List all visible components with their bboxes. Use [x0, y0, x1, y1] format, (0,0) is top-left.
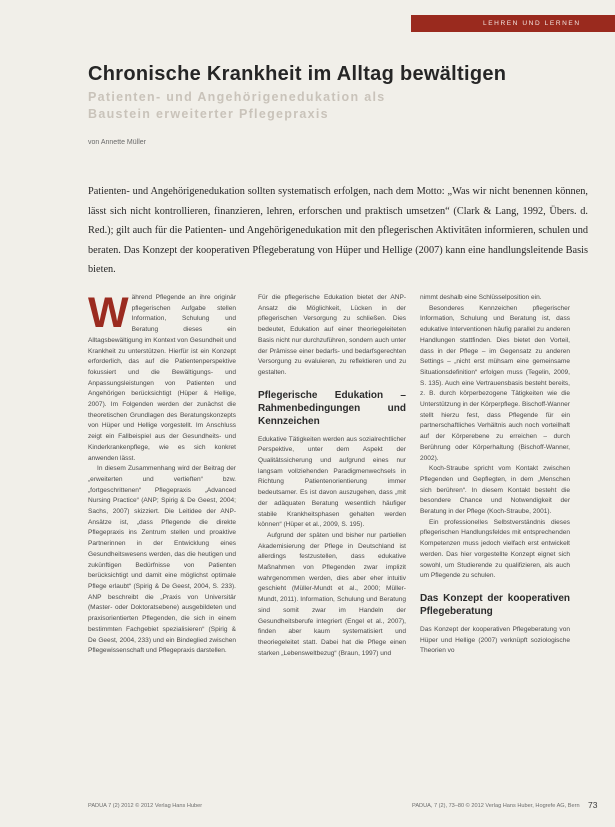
lead-paragraph: Patienten- und Angehörigenedukation sollten systematisch erfolgen, nach dem Motto: „Was wir nicht benennen können, lässt sich nicht kontrollieren, finanzieren, lehren, erforschen und praktisch umsetzen“ (Clark & Lang, 1992, Übers. d. Red.); gilt auch für die Patienten- und Angehörigenedukation mit den pflegerischen Aktivitäten informieren, schulen und beraten. Das Konzept der kooperativen Pflegeberatung von Hüper und Hellige (2007) kann eine handlungsleitende Basis bieten. [88, 186, 588, 276]
body-paragraph: Für die pflegerische Edukation bietet der ANP-Ansatz die Möglichkeit, Lücken in der pflegerischen Versorgung zu schließen. Dies bedeutet, Edukation auf einer theoriegeleiteten Basis nicht nur durchzuführen, sondern auch unter der Prämisse einer bedarfs- und bedarfsgerechten Versorgung zu evaluieren, zu reflektieren und zu gestalten. [258, 294, 406, 376]
body-paragraph: Edukative Tätigkeiten werden aus sozialrechtlicher Perspektive, unter dem Aspekt der Qualitätssicherung und aufgrund eines nur langsam vollziehenden Paradigmenwechsels in Richtung Patientenorientierung immer bedeutsamer. Es ist davon auszugehen, dass „mit der adäquaten Beratung wesentlich häufiger stabile Krankheitsphasen gehalten werden können“ (Hüper et al., 2009, S. 195). [258, 435, 406, 529]
article-subtitle: Patienten- und Angehörigenedukation als Baustein erweiterter Pflegepraxis [88, 90, 386, 121]
author-byline: von Annette Müller [88, 139, 146, 146]
body-column-3 [420, 293, 570, 657]
section-tag: LEHREN UND LERNEN [411, 15, 615, 32]
body-paragraph: Koch-Straube spricht vom Kontakt zwischen Pflegenden und Gepflegten, in dem „Menschen sich berühren“. In diesem Kontakt besteht die besondere Chance und Notwendigkeit der Beratung in der Pflege (Koch-Straube, 2001). [420, 465, 570, 516]
body-paragraph: Besonderes Kennzeichen pflegerischer Information, Schulung und Beratung ist, dass edukative Interventionen häufig parallel zu anderen Handlungen stattfinden. Dies bietet den Vorteil, dass in der Pflege – im Gegensatz zu anderen Settings – „nicht erst mühsam eine gemeinsame Situationsdefinition“ erfolgen muss (Tegelin, 2009, S. 135). Auch eine Vertrauensbasis besteht bereits, z. B. durch körperbezogene Tätigkeiten wie die Unterstützung in der Körperpflege. Bischoff-Wanner stellt hierzu fest, dass Pflegende für ein partnerschaftliches Verhältnis auch noch vorteilhaft auf der Körperebene zu erreichen – durch Berührung oder Körperhaltung (Bischoff-Wanner, 2002). [420, 304, 570, 462]
body-paragraph: nimmt deshalb eine Schlüsselposition ein. [420, 294, 542, 301]
body-column-2 [258, 293, 406, 659]
footer-right: PADUA, 7 (2), 73–80 © 2012 Verlag Hans Huber, Hogrefe AG, Bern [412, 803, 580, 809]
section-heading: Das Konzept der kooperativen Pflegeberatung [420, 592, 570, 617]
body-paragraph: Ein professionelles Selbstverständnis dieses pflegerischen Handlungsfeldes mit entsprechenden Kompetenzen muss jedoch vielfach erst entwickelt werden. Das hier vorgestellte Konzept eignet sich sowohl, um Studierende zu qualifizieren, als auch um Pflegende zu schulen. [420, 518, 570, 580]
page-number: 73 [588, 800, 598, 810]
body-column-1 [88, 289, 236, 657]
article-title: Chronische Krankheit im Alltag bewältigen [88, 63, 507, 85]
body-paragraph: Aufgrund der späten und bisher nur partiellen Akademisierung der Pflege in Deutschland ist allerdings festzustellen, dass edukative Maßnahmen von Pflegenden zwar implizit wahrgenommen werden, dies aber eher intuitiv geschieht (Müller-Mundt et al., 2000; Müller-Mundt, 2011). Information, Schulung und Beratung sind somit zwar im Handeln der Gesundheitsberufe integriert (Engel et al., 2007), finden aber kaum systematisiert und theoriegeleitet statt. Dabei hat die Pflege einen starken „Lebensweltbezug“ (Braun, 1997) und [258, 531, 406, 657]
body-paragraph: ährend Pflegende an ihre originär pflegerischen Aufgabe stellen Information, Schulung und Beratung dieses ein Alltagsbewältigung im Kontext von Gesundheit und Krankheit zu unterstützen. Hierfür ist ein Konzept erforderlich, das auf die Patientenperspektive fokussiert und die Bewältigungs- und Anpassungsleistungen von Patienten und Angehörigen berücksichtigt (Hüper & Hellige, 2007). Im Folgenden werden der zunächst die theoretischen Grundlagen des Beratungskonzepts von Hüper und Hellige vorgestellt. Im Anschluss zeigt ein Fallbeispiel aus der Gesundheits- und Kinderkrankenpflege, wie es sich konkret anwenden lässt. [88, 294, 236, 462]
body-paragraph: Das Konzept der kooperativen Pflegeberatung von Hüper und Hellige (2007) verknüpft soziologische Theorien vo [420, 625, 570, 655]
drop-cap: W [88, 289, 129, 337]
section-heading: Pflegerische Edukation – Rahmenbedingungen und Kennzeichen [258, 389, 406, 427]
footer-left: PADUA 7 (2) 2012 © 2012 Verlag Hans Huber [88, 803, 203, 809]
body-paragraph: In diesem Zusammenhang wird der Beitrag der „erweiterten und vertieften“ bzw. „fortgeschrittenen“ Pflegepraxis „Advanced Nursing Practice“ (ANP; Spirig & De Geest, 2004; Sachs, 2007) skizziert. Die Leitidee der ANP-Ansätze ist, „dass Pflegende die direkte Pflegepraxis ins Zentrum stellen und proaktive Partnerinnen in der Entwicklung eines Gesundheitswesens werden, das die heutigen und zukünftigen Bedürfnisse von Patienten berücksichtigt und damit eine möglichst optimale Pflege erlaubt“ (Spirig & De Geest, 2004, S. 233). ANP beschreibt die „Praxis von Universitär (Master- oder Doktoratsebene) ausgebildeten und praxisorientierten Pflegenden, die sich in einem bestimmten Fachgebiet spezialisieren“ (Spirig & De Geest, 2004, 233) und ein Bindeglied zwischen Pflegewissenschaft und Pflegepraxis darstellen. [88, 465, 236, 655]
